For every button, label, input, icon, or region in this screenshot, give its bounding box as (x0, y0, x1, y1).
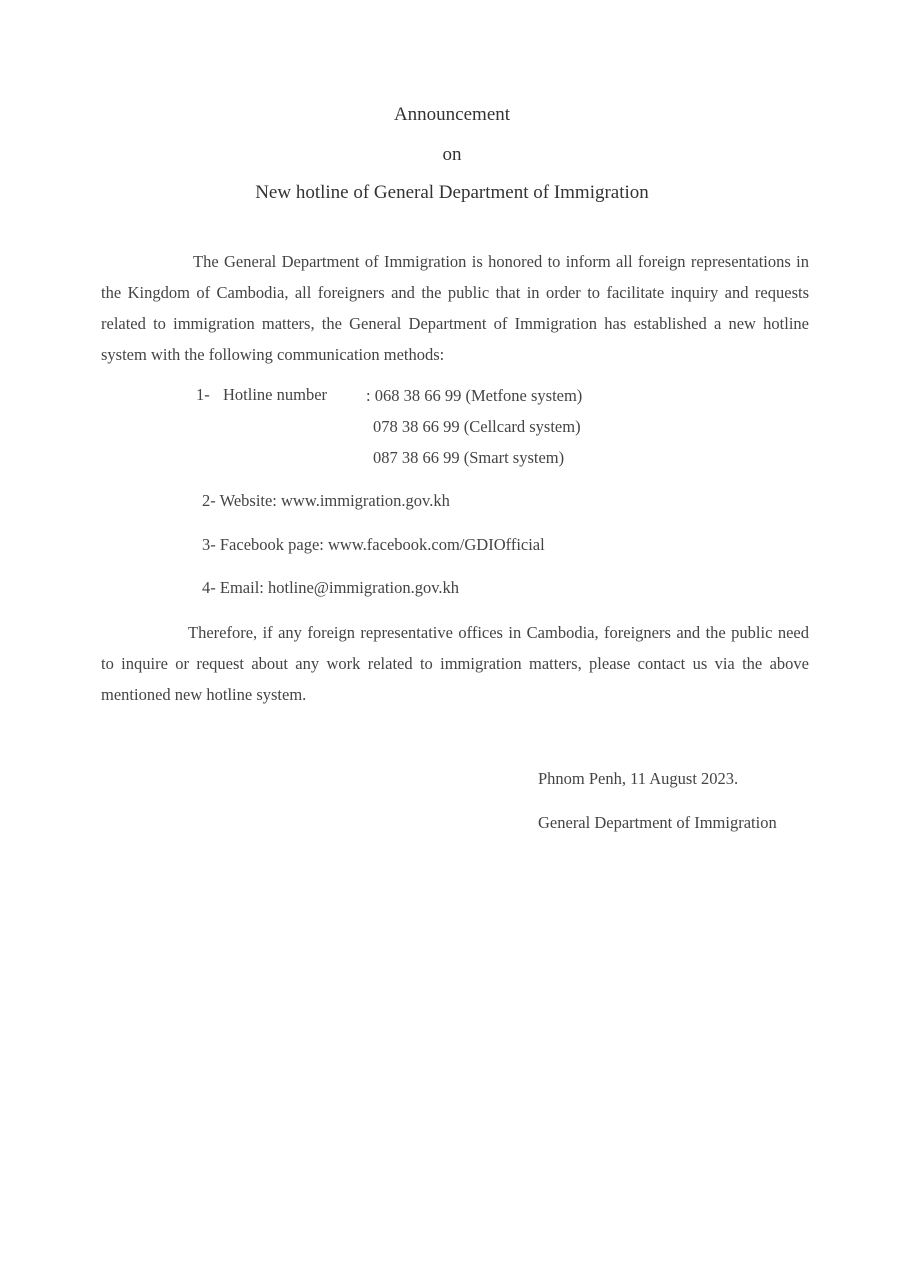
website-item: 2- Website: www.immigration.gov.kh (202, 491, 450, 510)
facebook-item: 3- Facebook page: www.facebook.com/GDIOfficial (202, 535, 545, 554)
closing-paragraph (101, 617, 809, 710)
signature-organization: General Department of Immigration (538, 813, 777, 832)
announcement-subtitle-on: on (442, 144, 462, 165)
announcement-title: Announcement (393, 104, 511, 125)
announcement-topic: New hotline of General Department of Immigration (255, 182, 649, 203)
hotline-metfone: : 068 38 66 99 (Metfone system) (366, 386, 583, 405)
email-item: 4- Email: hotline@immigration.gov.kh (202, 578, 460, 597)
intro-text: The General Department of Immigration is honored to inform all foreign representations in the Kingdom of Cambodia, all foreigners and the public that in order to facilitate inquiry and requests related to immigration matters, the General Department of Immigration has established a new hotline system with the following communication methods: (101, 252, 809, 364)
signature-date: Phnom Penh, 11 August 2023. (538, 769, 739, 788)
closing-text: Therefore, if any foreign representative offices in Cambodia, foreigners and the public need to inquire or request about any work related to immigration matters, please contact us via the above mentioned new hotline system. (101, 623, 809, 704)
hotline-cellcard: 078 38 66 99 (Cellcard system) (373, 417, 581, 436)
intro-paragraph (101, 246, 809, 370)
hotline-item-number: 1- (196, 385, 210, 404)
hotline-item-label: Hotline number (223, 385, 328, 404)
hotline-smart: 087 38 66 99 (Smart system) (373, 448, 565, 467)
